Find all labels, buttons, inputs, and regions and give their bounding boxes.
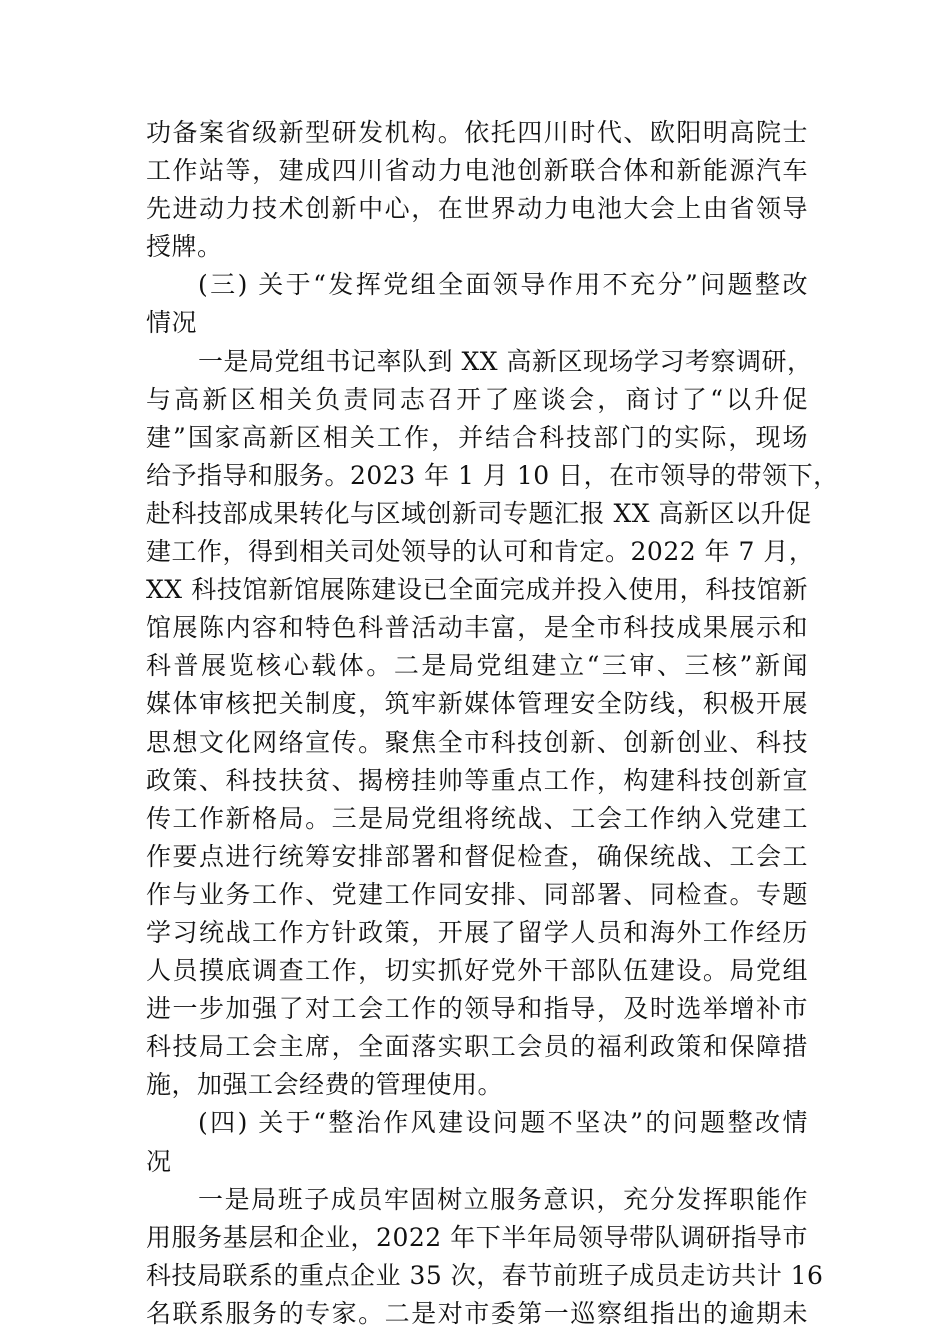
text-line: 建”国家高新区相关工作，并结合科技部门的实际，现场 — [146, 422, 808, 452]
text-line: 传工作新格局。三是局党组将统战、工会工作纳入党建工 — [146, 803, 808, 833]
text-line: 作与业务工作、党建工作同安排、同部署、同检查。专题 — [146, 879, 808, 909]
text-line: 一是局党组书记率队到 XX 高新区现场学习考察调研， — [198, 346, 813, 376]
text-line: 功备案省级新型研发机构。依托四川时代、欧阳明高院士 — [146, 118, 808, 147]
text-line: 作要点进行统筹安排部署和督促检查，确保统战、工会工 — [146, 841, 808, 871]
text-line: 一是局班子成员牢固树立服务意识，充分发挥职能作 — [198, 1184, 808, 1214]
heading-line: (三) 关于“发挥党组全面领导作用不充分”问题整改 — [198, 270, 808, 300]
text-line: 名联系服务的专家。二是对市委第一巡察组指出的逾期未 — [146, 1298, 808, 1328]
text-line: 工作站等，建成四川省动力电池创新联合体和新能源汽车 — [146, 156, 808, 186]
text-line: 人员摸底调查工作，切实抓好党外干部队伍建设。局党组 — [146, 956, 808, 986]
text-line: 建工作，得到相关司处领导的认可和肯定。2022 年 7 月， — [146, 537, 815, 567]
text-line: 进一步加强了对工会工作的领导和指导，及时选举增补市 — [146, 994, 808, 1024]
document-page — [146, 114, 839, 1333]
text-line: 政策、科技扶贫、揭榜挂帅等重点工作，构建科技创新宣 — [146, 765, 808, 795]
text-line: 施，加强工会经费的管理使用。 — [146, 1070, 504, 1100]
text-line: 赴科技部成果转化与区域创新司专题汇报 XX 高新区以升促 — [146, 498, 812, 528]
text-line: XX 科技馆新馆展陈建设已全面完成并投入使用，科技馆新 — [146, 575, 808, 605]
section-heading — [146, 1104, 808, 1180]
paragraph — [146, 343, 839, 1105]
section-heading — [146, 266, 808, 342]
text-line: 馆展陈内容和特色科普活动丰富，是全市科技成果展示和 — [146, 613, 808, 643]
text-line: 先进动力技术创新中心，在世界动力电池大会上由省领导 — [146, 194, 808, 224]
paragraph — [146, 1181, 824, 1333]
text-line: 用服务基层和企业，2022 年下半年局领导带队调研指导市 — [146, 1222, 808, 1252]
text-line: 思想文化网络宣传。聚焦全市科技创新、创新创业、科技 — [146, 727, 808, 757]
paragraph — [146, 114, 808, 266]
text-line: 给予指导和服务。2023 年 1 月 10 日，在市领导的带领下， — [146, 460, 839, 490]
text-line: 科技局联系的重点企业 35 次，春节前班子成员走访共计 16 — [146, 1260, 824, 1290]
text-line: 媒体审核把关制度，筑牢新媒体管理安全防线，积极开展 — [146, 689, 808, 719]
text-line: 学习统战工作方针政策，开展了留学人员和海外工作经历 — [146, 917, 808, 947]
text-line: 与高新区相关负责同志召开了座谈会，商讨了“以升促 — [146, 384, 808, 414]
heading-line: (四) 关于“整治作风建设问题不坚决”的问题整改情 — [198, 1108, 808, 1138]
text-line: 科技局工会主席，全面落实职工会员的福利政策和保障措 — [146, 1032, 808, 1062]
heading-line: 况 — [146, 1146, 172, 1176]
text-line: 科普展览核心载体。二是局党组建立“三审、三核”新闻 — [146, 651, 808, 681]
text-line: 授牌。 — [146, 232, 223, 262]
heading-line: 情况 — [146, 308, 198, 338]
